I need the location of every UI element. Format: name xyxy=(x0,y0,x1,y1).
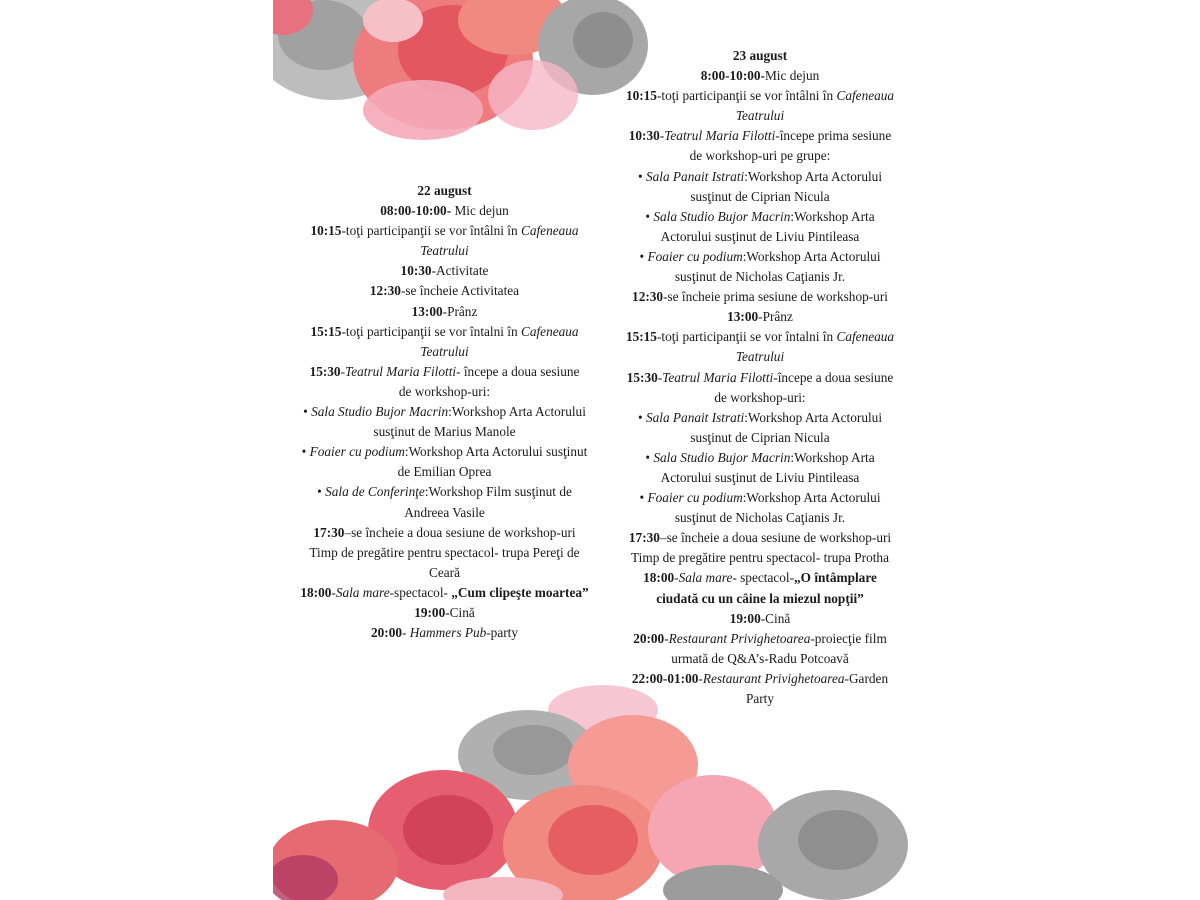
schedule-line: urmată de Q&A’s-Radu Potcoavă xyxy=(671,650,849,666)
schedule-line: • Sala Panait Istrati:Workshop Arta Actorului xyxy=(637,168,883,184)
schedule-line: de workshop-uri pe grupe: xyxy=(689,148,831,164)
schedule-line: susţinut de Ciprian Nicula xyxy=(690,188,830,204)
schedule-line: 18:00-Sala mare-spectacol- „Cum clipeşte moartea” xyxy=(300,584,589,600)
schedule-line: 13:00-Prânz xyxy=(727,309,793,325)
schedule-line: • Sala Panait Istrati:Workshop Arta Actorului xyxy=(637,409,883,425)
schedule-line: susţinut de Nicholas Caţianis Jr. xyxy=(674,269,846,285)
schedule-line: 12:30-se încheie prima sesiune de workshop-uri xyxy=(632,289,888,305)
schedule-line: 15:30-Teatrul Maria Filotti- începe a doua sesiune xyxy=(309,363,580,379)
schedule-line: 8:00-10:00-Mic dejun xyxy=(700,68,820,84)
schedule-line: 18:00-Sala mare- spectacol-„O întâmplare xyxy=(643,570,877,586)
schedule-line: de workshop-uri: xyxy=(714,389,806,405)
schedule-line: susţinut de Nicholas Caţianis Jr. xyxy=(674,510,846,526)
schedule-day-23 xyxy=(610,46,910,709)
schedule-line: 15:30-Teatrul Maria Filotti-începe a doua sesiune xyxy=(626,369,894,385)
date-heading: 23 august xyxy=(732,48,788,63)
schedule-line: 19:00-Cină xyxy=(729,610,791,626)
schedule-line: Ceară xyxy=(428,564,460,580)
schedule-line: 10:30-Activitate xyxy=(400,263,489,279)
schedule-line: • Sala Studio Bujor Macrin:Workshop Arta xyxy=(645,208,875,224)
schedule-line: Timp de pregătire pentru spectacol- trupa Protha xyxy=(631,550,889,566)
schedule-line: 20:00-Restaurant Privighetoarea-proiecţie film xyxy=(633,630,887,646)
schedule-line: Actorului susţinut de Liviu Pintileasa xyxy=(660,469,860,485)
schedule-line: susţinut de Marius Manole xyxy=(373,424,516,440)
schedule-line: 13:00-Prânz xyxy=(411,303,478,319)
date-heading: 22 august xyxy=(417,183,472,198)
schedule-line: • Foaier cu podium:Workshop Arta Actorului susţinut xyxy=(301,444,588,460)
schedule-line: 22:00-01:00-Restaurant Privighetoarea-Garden xyxy=(631,670,889,686)
schedule-line: 10:15-toţi participanţii se vor întâlni în Cafeneaua xyxy=(310,223,579,239)
program-poster xyxy=(273,0,918,900)
schedule-line: de Emilian Oprea xyxy=(397,464,492,480)
floral-decoration-bottom xyxy=(273,680,918,900)
schedule-line: • Foaier cu podium:Workshop Arta Actorului xyxy=(639,248,881,264)
schedule-line: susţinut de Ciprian Nicula xyxy=(690,429,830,445)
schedule-line: de workshop-uri: xyxy=(398,383,491,399)
schedule-day-22 xyxy=(287,181,602,643)
schedule-line: Teatrului xyxy=(420,343,469,359)
schedule-line: • Sala de Conferinţe:Workshop Film susţinut de xyxy=(317,484,572,500)
schedule-line: Timp de pregătire pentru spectacol- trupa Pereţi de xyxy=(309,544,580,560)
schedule-line: 12:30-se încheie Activitatea xyxy=(369,283,520,299)
schedule-line: • Sala Studio Bujor Macrin:Workshop Arta Actorului xyxy=(303,404,586,420)
schedule-line: 15:15-toţi participanţii se vor întalni în Cafeneaua xyxy=(625,329,895,345)
schedule-line: 17:30–se încheie a doua sesiune de workshop-uri xyxy=(628,530,892,546)
schedule-line: • Sala Studio Bujor Macrin:Workshop Arta xyxy=(645,449,875,465)
schedule-line: Teatrului xyxy=(735,108,785,124)
schedule-line: 19:00-Cină xyxy=(414,604,475,620)
schedule-line: Andreea Vasile xyxy=(404,504,485,520)
schedule-line: 15:15-toţi participanţii se vor întalni în Cafeneaua xyxy=(310,323,579,339)
schedule-line: ciudată cu un câine la miezul nopţii” xyxy=(656,590,864,606)
schedule-line: Teatrului xyxy=(735,349,785,365)
schedule-line: • Foaier cu podium:Workshop Arta Actorului xyxy=(639,490,881,506)
schedule-line: 10:30-Teatrul Maria Filotti-începe prima sesiune xyxy=(628,128,892,144)
schedule-line: 08:00-10:00- Mic dejun xyxy=(380,203,509,219)
schedule-line: Teatrului xyxy=(420,243,469,259)
schedule-line: Party xyxy=(745,691,775,706)
schedule-line: 17:30–se încheie a doua sesiune de workshop-uri xyxy=(313,524,576,540)
schedule-line: 20:00- Hammers Pub-party xyxy=(371,625,518,641)
schedule-line: Actorului susţinut de Liviu Pintileasa xyxy=(660,228,860,244)
schedule-line: 10:15-toţi participanţii se vor întâlni în Cafeneaua xyxy=(625,88,895,104)
